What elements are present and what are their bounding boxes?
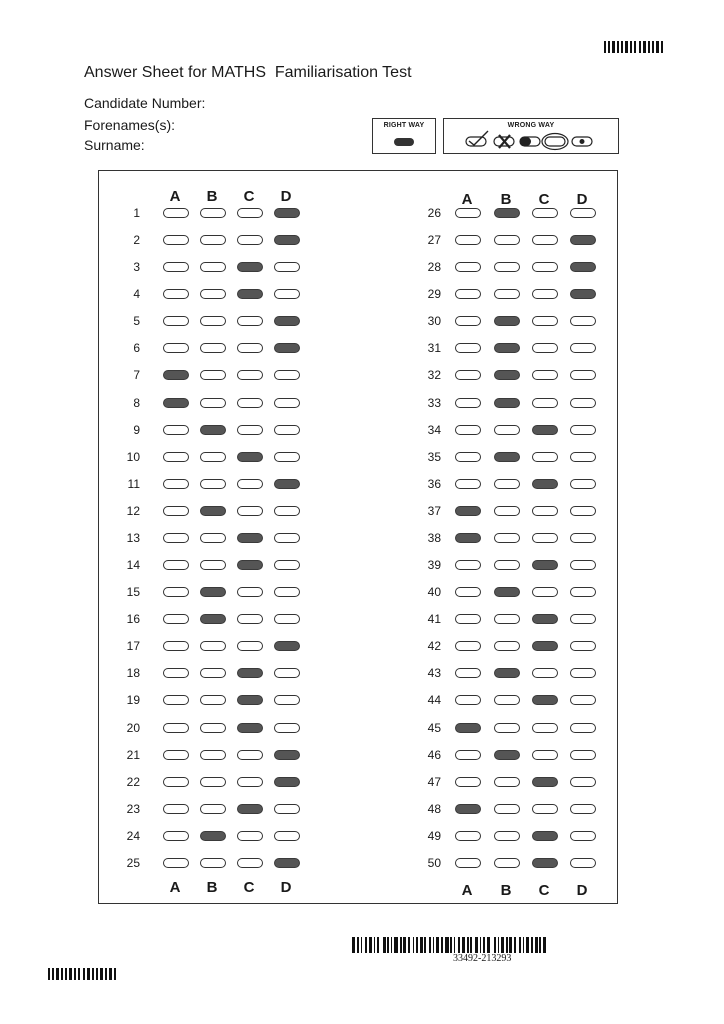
answer-bubble-21-c[interactable] xyxy=(237,750,263,760)
answer-bubble-38-b[interactable] xyxy=(494,533,520,543)
answer-bubble-5-a[interactable] xyxy=(163,316,189,326)
answer-bubble-45-a[interactable] xyxy=(455,723,481,733)
answer-bubble-27-a[interactable] xyxy=(455,235,481,245)
answer-bubble-48-c[interactable] xyxy=(532,804,558,814)
answer-bubble-39-b[interactable] xyxy=(494,560,520,570)
answer-bubble-4-a[interactable] xyxy=(163,289,189,299)
answer-bubble-17-b[interactable] xyxy=(200,641,226,651)
answer-bubble-20-d[interactable] xyxy=(274,723,300,733)
answer-bubble-38-a[interactable] xyxy=(455,533,481,543)
answer-bubble-44-a[interactable] xyxy=(455,695,481,705)
answer-bubble-1-c[interactable] xyxy=(237,208,263,218)
answer-bubble-30-d[interactable] xyxy=(570,316,596,326)
answer-bubble-17-c[interactable] xyxy=(237,641,263,651)
answer-bubble-32-a[interactable] xyxy=(455,370,481,380)
answer-bubble-24-d[interactable] xyxy=(274,831,300,841)
question-number: 7 xyxy=(133,368,140,383)
column-header-d: D xyxy=(280,879,292,896)
question-number: 49 xyxy=(427,828,441,843)
question-number: 44 xyxy=(427,693,441,708)
question-number: 35 xyxy=(427,449,441,464)
answer-bubble-21-a[interactable] xyxy=(163,750,189,760)
answer-bubble-35-d[interactable] xyxy=(570,452,596,462)
answer-bubble-42-b[interactable] xyxy=(494,641,520,651)
question-number: 11 xyxy=(127,476,140,491)
barcode-bar xyxy=(543,937,546,953)
answer-bubble-22-c[interactable] xyxy=(237,777,263,787)
column-header-a: A xyxy=(461,191,473,208)
answer-bubble-37-c[interactable] xyxy=(532,506,558,516)
answer-bubble-38-d[interactable] xyxy=(570,533,596,543)
answer-bubble-7-c[interactable] xyxy=(237,370,263,380)
answer-bubble-8-d[interactable] xyxy=(274,398,300,408)
question-number: 13 xyxy=(126,530,140,545)
question-number: 20 xyxy=(126,720,140,735)
answer-bubble-50-b[interactable] xyxy=(494,858,520,868)
answer-bubble-26-b[interactable] xyxy=(494,208,520,218)
barcode-left-icon xyxy=(48,968,116,980)
candidate-number-label: Candidate Number: xyxy=(84,95,206,111)
answer-bubble-50-c[interactable] xyxy=(532,858,558,868)
question-number: 16 xyxy=(126,612,140,627)
serial-number: 33492-213293 xyxy=(453,953,512,964)
answer-bubble-16-c[interactable] xyxy=(237,614,263,624)
column-header-b: B xyxy=(500,191,512,208)
column-header-c: C xyxy=(538,191,550,208)
answer-bubble-6-b[interactable] xyxy=(200,343,226,353)
answer-bubble-39-a[interactable] xyxy=(455,560,481,570)
answer-bubble-29-b[interactable] xyxy=(494,289,520,299)
answer-bubble-8-a[interactable] xyxy=(163,398,189,408)
answer-bubble-37-a[interactable] xyxy=(455,506,481,516)
answer-bubble-23-c[interactable] xyxy=(237,804,263,814)
answer-bubble-36-d[interactable] xyxy=(570,479,596,489)
question-number: 29 xyxy=(427,287,441,302)
page-title: Answer Sheet for MATHS Familiarisation Test xyxy=(84,64,412,81)
answer-bubble-14-a[interactable] xyxy=(163,560,189,570)
answer-bubble-36-c[interactable] xyxy=(532,479,558,489)
answer-bubble-10-c[interactable] xyxy=(237,452,263,462)
question-number: 36 xyxy=(427,476,441,491)
column-header-b: B xyxy=(500,882,512,899)
column-header-b: B xyxy=(206,188,218,205)
answer-bubble-5-d[interactable] xyxy=(274,316,300,326)
question-number: 28 xyxy=(427,260,441,275)
question-number: 27 xyxy=(427,233,441,248)
column-header-a: A xyxy=(169,188,181,205)
answer-bubble-43-c[interactable] xyxy=(532,668,558,678)
question-number: 19 xyxy=(126,693,140,708)
column-header-d: D xyxy=(280,188,292,205)
answer-bubble-33-b[interactable] xyxy=(494,398,520,408)
answer-bubble-22-d[interactable] xyxy=(274,777,300,787)
barcode-bar xyxy=(661,41,663,53)
answer-bubble-21-d[interactable] xyxy=(274,750,300,760)
answer-bubble-25-b[interactable] xyxy=(200,858,226,868)
answer-bubble-31-d[interactable] xyxy=(570,343,596,353)
answer-bubble-2-c[interactable] xyxy=(237,235,263,245)
barcode-bottom-icon xyxy=(352,937,546,953)
question-number: 8 xyxy=(133,395,140,410)
answer-bubble-18-c[interactable] xyxy=(237,668,263,678)
question-number: 3 xyxy=(133,260,140,275)
answer-bubble-27-d[interactable] xyxy=(570,235,596,245)
question-number: 42 xyxy=(427,639,441,654)
column-header-b: B xyxy=(206,879,218,896)
answer-bubble-49-b[interactable] xyxy=(494,831,520,841)
question-number: 22 xyxy=(126,774,140,789)
answer-bubble-47-b[interactable] xyxy=(494,777,520,787)
answer-bubble-7-b[interactable] xyxy=(200,370,226,380)
answer-bubble-29-d[interactable] xyxy=(570,289,596,299)
answer-bubble-22-a[interactable] xyxy=(163,777,189,787)
answer-bubble-19-a[interactable] xyxy=(163,695,189,705)
answer-bubble-9-c[interactable] xyxy=(237,425,263,435)
answer-bubble-46-b[interactable] xyxy=(494,750,520,760)
answer-bubble-13-c[interactable] xyxy=(237,533,263,543)
question-number: 23 xyxy=(126,801,140,816)
question-number: 6 xyxy=(133,341,140,356)
question-number: 40 xyxy=(427,585,441,600)
answer-bubble-47-c[interactable] xyxy=(532,777,558,787)
question-number: 9 xyxy=(133,422,140,437)
question-number: 48 xyxy=(427,801,441,816)
answer-bubble-9-a[interactable] xyxy=(163,425,189,435)
answer-bubble-46-d[interactable] xyxy=(570,750,596,760)
answer-bubble-25-a[interactable] xyxy=(163,858,189,868)
answer-bubble-6-c[interactable] xyxy=(237,343,263,353)
column-header-a: A xyxy=(461,882,473,899)
answer-bubble-33-d[interactable] xyxy=(570,398,596,408)
question-number: 18 xyxy=(126,666,140,681)
answer-bubble-44-d[interactable] xyxy=(570,695,596,705)
answer-bubble-44-c[interactable] xyxy=(532,695,558,705)
answer-bubble-28-c[interactable] xyxy=(532,262,558,272)
answer-bubble-16-d[interactable] xyxy=(274,614,300,624)
answer-bubble-11-c[interactable] xyxy=(237,479,263,489)
answer-bubble-35-a[interactable] xyxy=(455,452,481,462)
question-number: 21 xyxy=(126,747,140,762)
answer-bubble-32-b[interactable] xyxy=(494,370,520,380)
answer-bubble-40-b[interactable] xyxy=(494,587,520,597)
question-number: 38 xyxy=(427,530,441,545)
answer-bubble-11-a[interactable] xyxy=(163,479,189,489)
answer-bubble-19-d[interactable] xyxy=(274,695,300,705)
answer-bubble-31-a[interactable] xyxy=(455,343,481,353)
answer-bubble-15-c[interactable] xyxy=(237,587,263,597)
answer-bubble-4-d[interactable] xyxy=(274,289,300,299)
answer-bubble-13-b[interactable] xyxy=(200,533,226,543)
answer-bubble-47-a[interactable] xyxy=(455,777,481,787)
answer-bubble-43-a[interactable] xyxy=(455,668,481,678)
answer-bubble-39-d[interactable] xyxy=(570,560,596,570)
question-number: 33 xyxy=(427,395,441,410)
answer-bubble-34-c[interactable] xyxy=(532,425,558,435)
answer-bubble-40-d[interactable] xyxy=(570,587,596,597)
answer-bubble-13-d[interactable] xyxy=(274,533,300,543)
question-number: 34 xyxy=(427,422,441,437)
answer-bubble-45-d[interactable] xyxy=(570,723,596,733)
answer-bubble-43-b[interactable] xyxy=(494,668,520,678)
answer-bubble-15-a[interactable] xyxy=(163,587,189,597)
answer-bubble-41-a[interactable] xyxy=(455,614,481,624)
answer-bubble-32-d[interactable] xyxy=(570,370,596,380)
answer-bubble-15-b[interactable] xyxy=(200,587,226,597)
answer-bubble-17-a[interactable] xyxy=(163,641,189,651)
answer-bubble-5-b[interactable] xyxy=(200,316,226,326)
question-number: 25 xyxy=(126,855,140,870)
answer-bubble-6-a[interactable] xyxy=(163,343,189,353)
column-header-c: C xyxy=(243,879,255,896)
answer-bubble-35-c[interactable] xyxy=(532,452,558,462)
answer-bubble-12-c[interactable] xyxy=(237,506,263,516)
answer-bubble-23-b[interactable] xyxy=(200,804,226,814)
answer-bubble-16-a[interactable] xyxy=(163,614,189,624)
question-number: 50 xyxy=(427,855,441,870)
answer-bubble-48-d[interactable] xyxy=(570,804,596,814)
answer-bubble-40-a[interactable] xyxy=(455,587,481,597)
answer-bubble-29-a[interactable] xyxy=(455,289,481,299)
answer-bubble-16-b[interactable] xyxy=(200,614,226,624)
answer-bubble-50-a[interactable] xyxy=(455,858,481,868)
answer-bubble-3-b[interactable] xyxy=(200,262,226,272)
answer-bubble-41-d[interactable] xyxy=(570,614,596,624)
answer-bubble-4-c[interactable] xyxy=(237,289,263,299)
answer-bubble-11-d[interactable] xyxy=(274,479,300,489)
question-number: 2 xyxy=(133,233,140,248)
answer-bubble-23-d[interactable] xyxy=(274,804,300,814)
question-number: 41 xyxy=(427,612,441,627)
answer-bubble-31-c[interactable] xyxy=(532,343,558,353)
answer-bubble-21-b[interactable] xyxy=(200,750,226,760)
answer-bubble-2-b[interactable] xyxy=(200,235,226,245)
surname-label: Surname: xyxy=(84,137,145,153)
question-number: 47 xyxy=(427,774,441,789)
answer-bubble-13-a[interactable] xyxy=(163,533,189,543)
answer-bubble-27-c[interactable] xyxy=(532,235,558,245)
question-number: 39 xyxy=(427,558,441,573)
answer-bubble-36-b[interactable] xyxy=(494,479,520,489)
question-number: 15 xyxy=(126,585,140,600)
answer-bubble-11-b[interactable] xyxy=(200,479,226,489)
answer-bubble-30-b[interactable] xyxy=(494,316,520,326)
answer-bubble-43-d[interactable] xyxy=(570,668,596,678)
answer-bubble-20-a[interactable] xyxy=(163,723,189,733)
answer-bubble-12-a[interactable] xyxy=(163,506,189,516)
answer-bubble-33-a[interactable] xyxy=(455,398,481,408)
question-number: 24 xyxy=(126,828,140,843)
answer-bubble-26-c[interactable] xyxy=(532,208,558,218)
answer-bubble-3-c[interactable] xyxy=(237,262,263,272)
answer-bubble-20-c[interactable] xyxy=(237,723,263,733)
answer-bubble-49-a[interactable] xyxy=(455,831,481,841)
question-number: 1 xyxy=(133,206,140,220)
answer-bubble-42-c[interactable] xyxy=(532,641,558,651)
answer-bubble-49-d[interactable] xyxy=(570,831,596,841)
answer-bubble-26-a[interactable] xyxy=(455,208,481,218)
question-number: 46 xyxy=(427,747,441,762)
answer-bubble-14-c[interactable] xyxy=(237,560,263,570)
answer-bubble-48-a[interactable] xyxy=(455,804,481,814)
question-number: 45 xyxy=(427,720,441,735)
answer-bubble-17-d[interactable] xyxy=(274,641,300,651)
answer-bubble-46-a[interactable] xyxy=(455,750,481,760)
answer-bubble-19-c[interactable] xyxy=(237,695,263,705)
answer-bubble-24-b[interactable] xyxy=(200,831,226,841)
answer-bubble-42-d[interactable] xyxy=(570,641,596,651)
answer-bubble-31-b[interactable] xyxy=(494,343,520,353)
answer-bubble-30-a[interactable] xyxy=(455,316,481,326)
question-number: 30 xyxy=(427,314,441,329)
barcode-top-icon xyxy=(604,41,663,53)
answer-bubble-23-a[interactable] xyxy=(163,804,189,814)
answer-bubble-18-d[interactable] xyxy=(274,668,300,678)
wrong-way-label: WRONG WAY xyxy=(507,122,555,129)
answer-bubble-47-d[interactable] xyxy=(570,777,596,787)
answer-bubble-35-b[interactable] xyxy=(494,452,520,462)
answer-bubble-20-b[interactable] xyxy=(200,723,226,733)
answer-bubble-36-a[interactable] xyxy=(455,479,481,489)
answer-bubble-10-b[interactable] xyxy=(200,452,226,462)
answer-bubble-29-c[interactable] xyxy=(532,289,558,299)
answer-bubble-34-b[interactable] xyxy=(494,425,520,435)
answer-bubble-28-a[interactable] xyxy=(455,262,481,272)
answer-bubble-40-c[interactable] xyxy=(532,587,558,597)
answer-bubble-18-b[interactable] xyxy=(200,668,226,678)
answer-bubble-34-a[interactable] xyxy=(455,425,481,435)
answer-bubble-41-b[interactable] xyxy=(494,614,520,624)
answer-bubble-1-a[interactable] xyxy=(163,208,189,218)
answer-bubble-38-c[interactable] xyxy=(532,533,558,543)
question-number: 10 xyxy=(126,449,140,464)
answer-bubble-5-c[interactable] xyxy=(237,316,263,326)
answer-bubble-26-d[interactable] xyxy=(570,208,596,218)
answer-bubble-12-b[interactable] xyxy=(200,506,226,516)
answer-bubble-39-c[interactable] xyxy=(532,560,558,570)
right-way-label: RIGHT WAY xyxy=(383,122,425,129)
answer-bubble-7-a[interactable] xyxy=(163,370,189,380)
answer-bubble-46-c[interactable] xyxy=(532,750,558,760)
answer-bubble-27-b[interactable] xyxy=(494,235,520,245)
answer-bubble-37-b[interactable] xyxy=(494,506,520,516)
answer-bubble-14-b[interactable] xyxy=(200,560,226,570)
question-number: 32 xyxy=(427,368,441,383)
answer-bubble-19-b[interactable] xyxy=(200,695,226,705)
question-number: 26 xyxy=(427,206,441,220)
answer-bubble-28-d[interactable] xyxy=(570,262,596,272)
answer-bubble-34-d[interactable] xyxy=(570,425,596,435)
barcode-bar xyxy=(114,968,116,980)
question-number: 4 xyxy=(133,287,140,302)
column-header-c: C xyxy=(243,188,255,205)
answer-bubble-3-d[interactable] xyxy=(274,262,300,272)
column-header-c: C xyxy=(538,882,550,899)
answer-bubble-48-b[interactable] xyxy=(494,804,520,814)
column-header-d: D xyxy=(576,191,588,208)
answer-bubble-2-d[interactable] xyxy=(274,235,300,245)
answer-bubble-33-c[interactable] xyxy=(532,398,558,408)
answer-bubble-1-b[interactable] xyxy=(200,208,226,218)
question-number: 31 xyxy=(427,341,441,356)
answer-bubble-9-d[interactable] xyxy=(274,425,300,435)
answer-bubble-10-d[interactable] xyxy=(274,452,300,462)
column-header-d: D xyxy=(576,882,588,899)
answer-bubble-3-a[interactable] xyxy=(163,262,189,272)
answer-bubble-49-c[interactable] xyxy=(532,831,558,841)
answer-bubble-44-b[interactable] xyxy=(494,695,520,705)
answer-bubble-25-c[interactable] xyxy=(237,858,263,868)
answer-bubble-15-d[interactable] xyxy=(274,587,300,597)
answer-bubble-4-b[interactable] xyxy=(200,289,226,299)
answer-bubble-22-b[interactable] xyxy=(200,777,226,787)
question-number: 37 xyxy=(427,503,441,518)
answer-bubble-18-a[interactable] xyxy=(163,668,189,678)
answer-bubble-28-b[interactable] xyxy=(494,262,520,272)
answer-bubble-50-d[interactable] xyxy=(570,858,596,868)
answer-bubble-24-c[interactable] xyxy=(237,831,263,841)
question-number: 14 xyxy=(126,558,140,573)
question-number: 43 xyxy=(427,666,441,681)
answer-bubble-30-c[interactable] xyxy=(532,316,558,326)
answer-bubble-9-b[interactable] xyxy=(200,425,226,435)
answer-bubble-25-d[interactable] xyxy=(274,858,300,868)
answer-bubble-45-b[interactable] xyxy=(494,723,520,733)
forenames-label: Forenames(s): xyxy=(84,117,176,133)
column-header-a: A xyxy=(169,879,181,896)
answer-bubble-8-c[interactable] xyxy=(237,398,263,408)
answer-bubble-42-a[interactable] xyxy=(455,641,481,651)
answer-bubble-24-a[interactable] xyxy=(163,831,189,841)
answer-bubble-45-c[interactable] xyxy=(532,723,558,733)
answer-bubble-10-a[interactable] xyxy=(163,452,189,462)
answer-bubble-7-d[interactable] xyxy=(274,370,300,380)
answer-bubble-14-d[interactable] xyxy=(274,560,300,570)
answer-bubble-12-d[interactable] xyxy=(274,506,300,516)
answer-bubble-37-d[interactable] xyxy=(570,506,596,516)
question-number: 12 xyxy=(126,503,140,518)
question-number: 17 xyxy=(126,639,140,654)
answer-bubble-8-b[interactable] xyxy=(200,398,226,408)
answer-bubble-41-c[interactable] xyxy=(532,614,558,624)
answer-bubble-1-d[interactable] xyxy=(274,208,300,218)
answer-bubble-32-c[interactable] xyxy=(532,370,558,380)
answer-bubble-2-a[interactable] xyxy=(163,235,189,245)
question-number: 5 xyxy=(133,314,140,329)
answer-bubble-6-d[interactable] xyxy=(274,343,300,353)
